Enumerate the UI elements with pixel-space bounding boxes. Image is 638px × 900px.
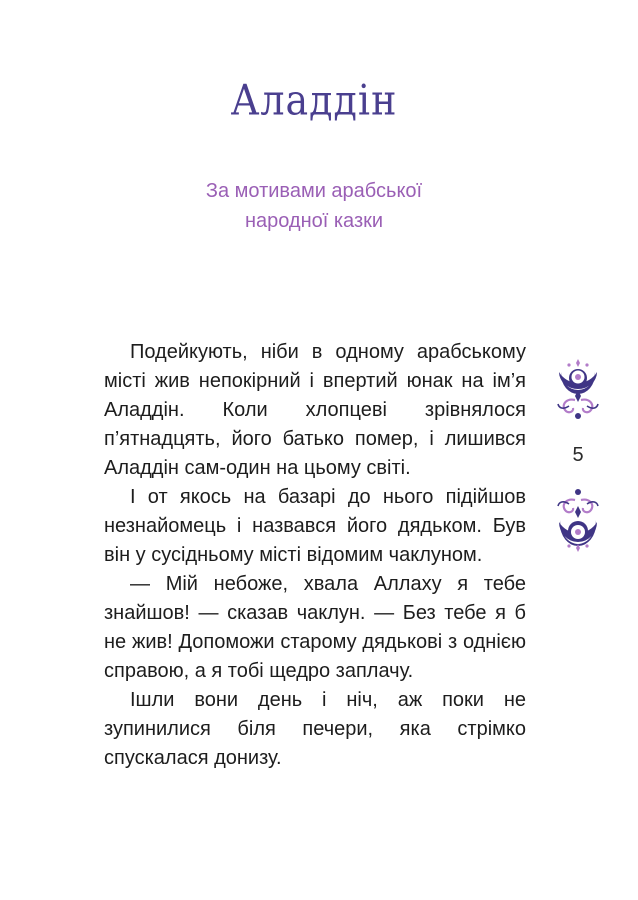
chapter-title: Аладдін xyxy=(230,75,398,125)
story-text xyxy=(104,338,526,773)
paragraph-4: Ішли вони день і ніч, аж поки не зупинилися біля печери, яка стрімко спускалася донизу. xyxy=(104,689,526,769)
paragraph-3: — Мій небоже, хвала Аллаху я тебе знайшов! — сказав чаклун. — Без тебе я б не жив! Допоможи старому дядькові з однією справою, а я тобі щедро заплачу. xyxy=(104,573,526,682)
crescent-ornament-bottom-icon xyxy=(551,486,605,554)
paragraph-1: Подейкують, ніби в одному арабському місті жив непокірний і впертий юнак на ім’я Аладдін. Коли хлопцеві зрівнялося п’ятнадцять, його батько помер, і лишився Аладдін сам-один на цьому світі. xyxy=(104,341,526,479)
chapter-subtitle xyxy=(0,176,628,236)
page-number: 5 xyxy=(572,444,584,466)
paragraph-2: І от якось на базарі до нього підійшов незнайомець і назвався його дядьком. Був він у сусідньому місті відомим чаклуном. xyxy=(104,486,526,566)
crescent-ornament-top-icon xyxy=(551,356,605,424)
subtitle-line-2: народної казки xyxy=(244,210,384,232)
subtitle-line-1: За мотивами арабської xyxy=(205,180,423,202)
